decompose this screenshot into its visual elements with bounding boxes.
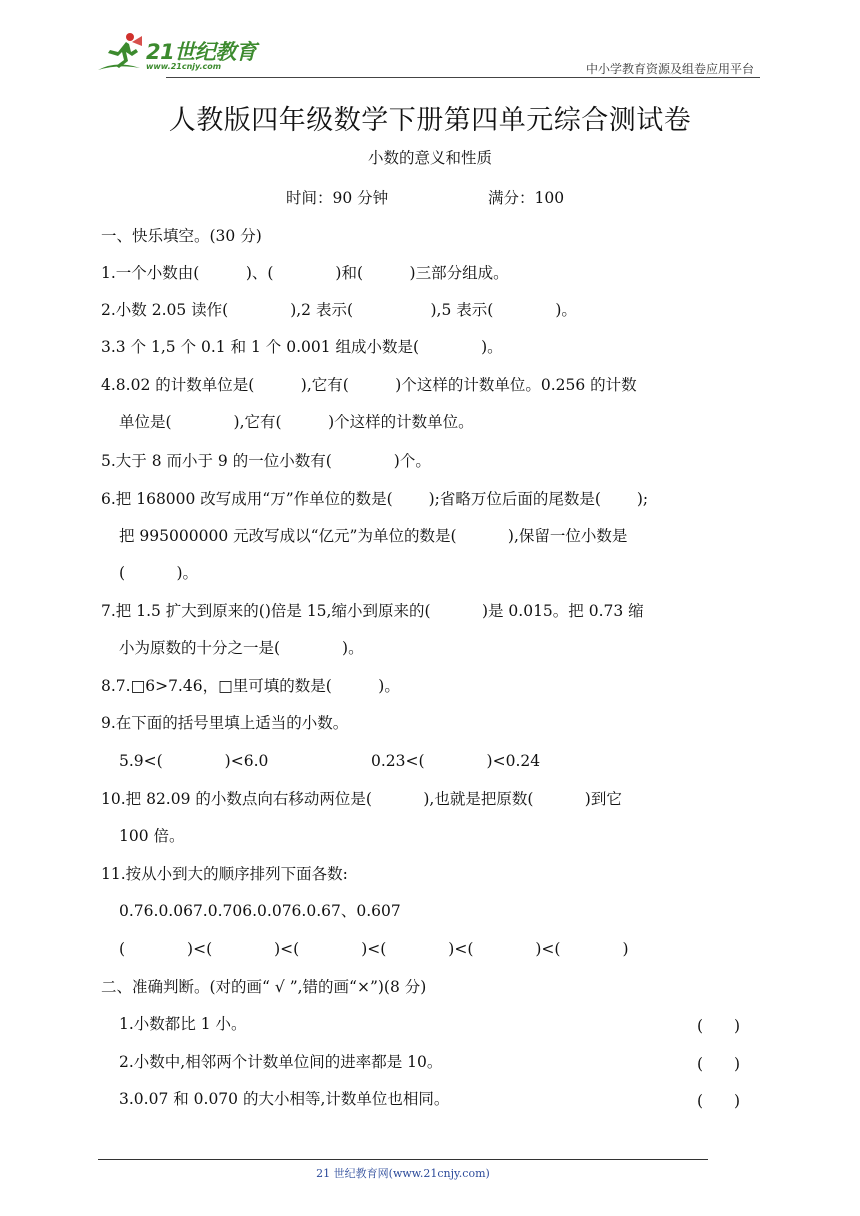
judge-mark: ( ) (697, 1055, 741, 1073)
footer-link[interactable]: 21 世纪教育网(www.21cnjy.com) (316, 1167, 490, 1180)
question-5: 5.大于 8 而小于 9 的一位小数有( )个。 (101, 452, 431, 470)
page-title: 人教版四年级数学下册第四单元综合测试卷 (168, 105, 692, 136)
question-11: 11.按从小到大的顺序排列下面各数: (101, 865, 348, 883)
question-6-cont: 把 995000000 元改写成以“亿元”为单位的数是( ),保留一位小数是 (119, 527, 628, 545)
question-1: 1.一个小数由( )、( )和( )三部分组成。 (101, 264, 509, 282)
judge-2: 2.小数中,相邻两个计数单位间的进率都是 10。 (119, 1053, 443, 1071)
exam-time: 时间：90 分钟 (286, 189, 389, 207)
runner-icon (96, 30, 146, 76)
judge-mark: ( ) (697, 1092, 741, 1110)
question-11-answer: ( )<( )<( )<( )<( )<( ) (119, 940, 629, 958)
page-subtitle: 小数的意义和性质 (367, 149, 492, 167)
judge-mark: ( ) (697, 1017, 741, 1035)
question-7: 7.把 1.5 扩大到原来的()倍是 15,缩小到原来的( )是 0.015。把 0.73 缩 (101, 602, 644, 620)
question-9-part-a: 5.9<( )<6.0 (119, 752, 269, 770)
footer-divider (98, 1159, 708, 1160)
question-9-part-b: 0.23<( )<0.24 (371, 752, 541, 770)
judge-1: 1.小数都比 1 小。 (119, 1015, 247, 1033)
question-10: 10.把 82.09 的小数点向右移动两位是( ),也就是把原数( )到它 (101, 790, 622, 808)
question-8: 8.7.□6>7.46，□里可填的数是( )。 (101, 677, 400, 695)
platform-name: 中小学教育资源及组卷应用平台 (585, 62, 754, 76)
section-heading: 二、准确判断。(对的画“ √ ”,错的画“×”)(8 分) (101, 978, 427, 996)
site-logo (96, 30, 266, 76)
question-2: 2.小数 2.05 读作( ),2 表示( ),5 表示( )。 (101, 301, 577, 319)
logo-url: www.21cnjy.com (146, 62, 222, 71)
judge-3: 3.0.07 和 0.070 的大小相等,计数单位也相同。 (119, 1090, 450, 1108)
question-6: 6.把 168000 改写成用“万”作单位的数是( );省略万位后面的尾数是( ); (101, 490, 649, 508)
question-9: 9.在下面的括号里填上适当的小数。 (101, 714, 349, 732)
question-11-numbers: 0.76.0.067.0.706.0.076.0.67、0.607 (119, 902, 401, 920)
question-3: 3.3 个 1,5 个 0.1 和 1 个 0.001 组成小数是( )。 (101, 338, 503, 356)
logo-name: 21世纪教育 (146, 40, 257, 64)
question-7-cont: 小为原数的十分之一是( )。 (119, 639, 364, 657)
page-header (96, 30, 760, 78)
header-divider (166, 77, 760, 78)
section-heading: 一、快乐填空。(30 分) (101, 227, 262, 245)
question-6-cont: ( )。 (119, 564, 199, 582)
question-10-cont: 100 倍。 (119, 827, 185, 845)
exam-score: 满分：100 (488, 189, 565, 207)
question-4: 4.8.02 的计数单位是( ),它有( )个这样的计数单位。0.256 的计数 (101, 376, 637, 394)
question-4-cont: 单位是( ),它有( )个这样的计数单位。 (119, 413, 474, 431)
